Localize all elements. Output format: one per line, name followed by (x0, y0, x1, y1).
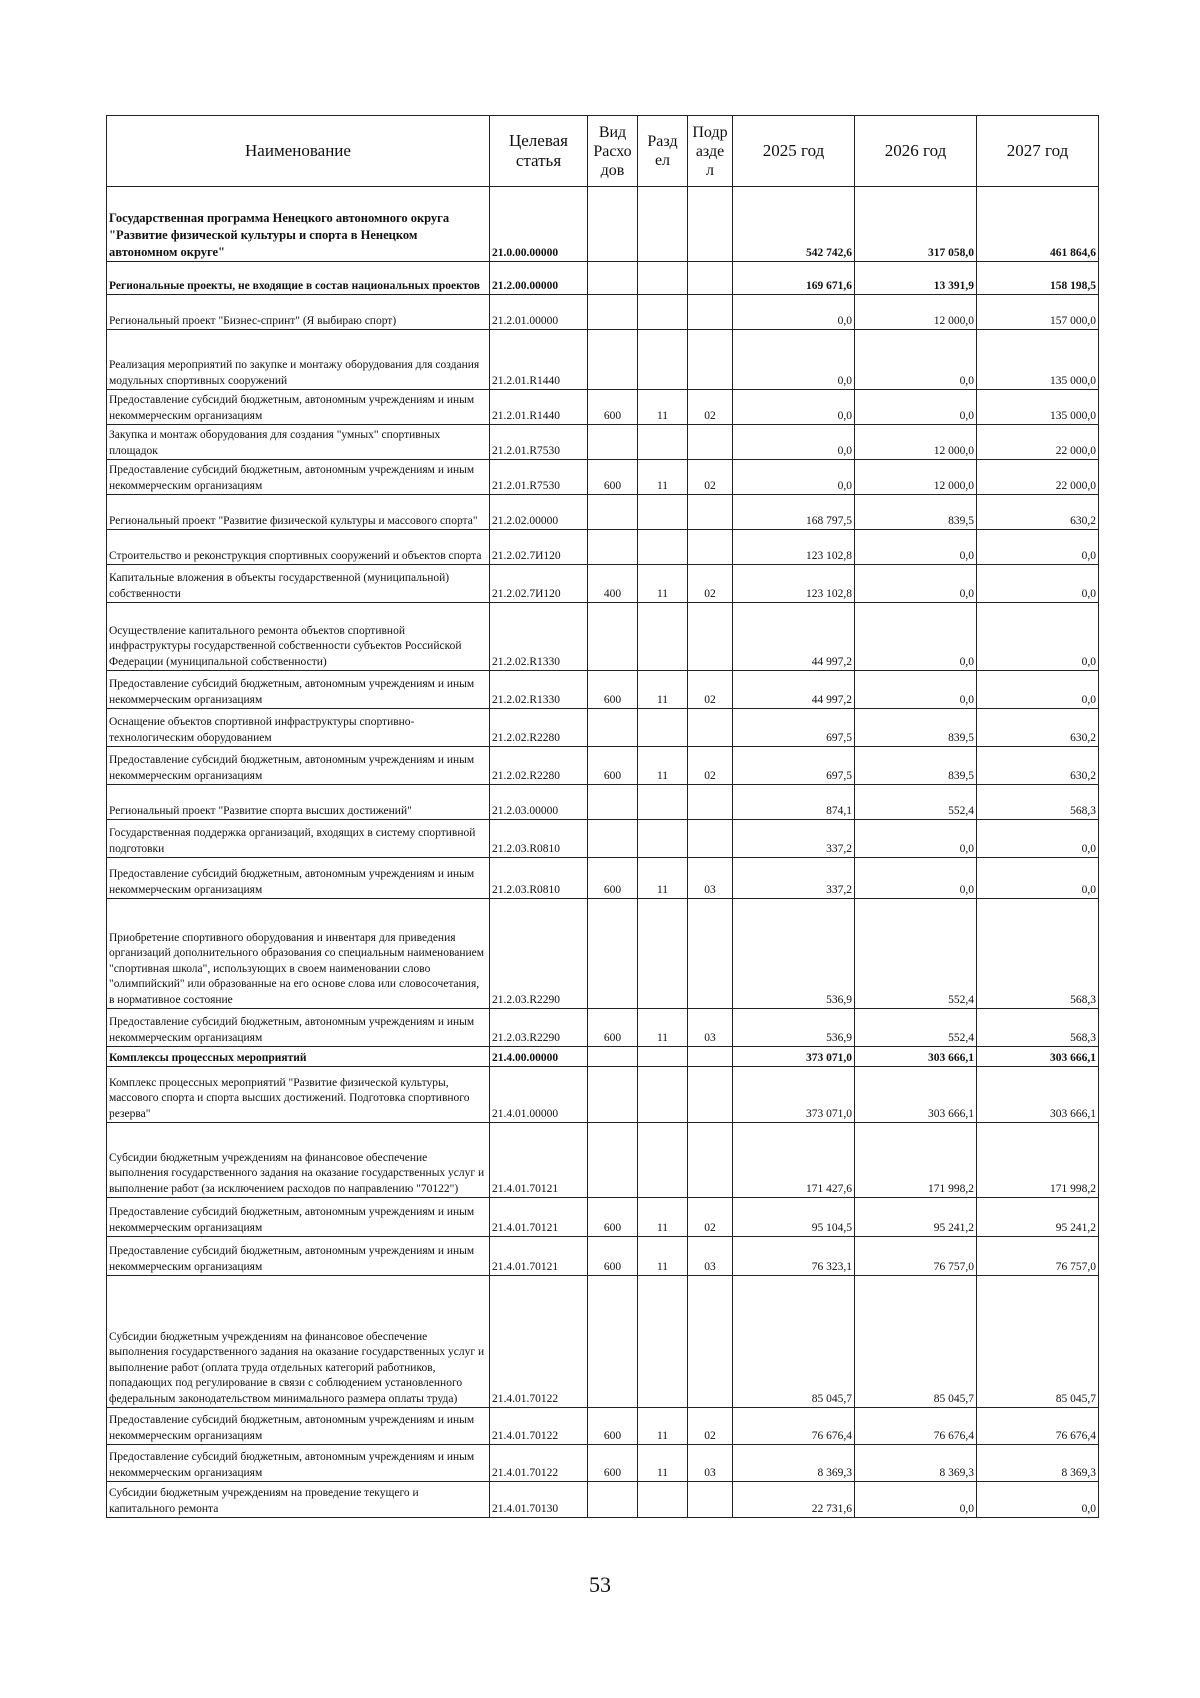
row-expense-type (588, 1276, 638, 1408)
table-row (107, 1445, 1099, 1482)
row-2025: 169 671,6 (733, 262, 855, 295)
row-expense-type (588, 899, 638, 1009)
row-2026: 0,0 (855, 330, 977, 390)
row-2027: 76 757,0 (977, 1237, 1099, 1276)
row-name: Закупка и монтаж оборудования для создания "умных" спортивных площадок (107, 425, 490, 460)
row-subsection: 03 (688, 1445, 733, 1482)
row-2025: 697,5 (733, 709, 855, 747)
row-name: Предоставление субсидий бюджетным, автономным учреждениям и иным некоммерческим организациям (107, 858, 490, 899)
row-subsection: 03 (688, 1237, 733, 1276)
table-row (107, 187, 1099, 262)
row-code: 21.2.02.R2280 (490, 747, 588, 785)
row-subsection (688, 1047, 733, 1067)
header-year-2026: 2026 год (855, 116, 977, 187)
row-name: Осуществление капитального ремонта объектов спортивной инфраструктуры государственной собственности субъектов Российской Федерации (муниципальной собственности) (107, 603, 490, 671)
row-code: 21.2.01.R7530 (490, 460, 588, 495)
row-section: 11 (638, 858, 688, 899)
row-expense-type: 600 (588, 1408, 638, 1445)
row-section: 11 (638, 460, 688, 495)
row-code: 21.2.01.R1440 (490, 330, 588, 390)
table-row (107, 1123, 1099, 1198)
row-2027: 85 045,7 (977, 1276, 1099, 1408)
row-2027: 568,3 (977, 1009, 1099, 1047)
row-name: Субсидии бюджетным учреждениям на финансовое обеспечение выполнения государственного задания на оказание государственных услуг и выполнение работ (оплата труда отдельных категорий работников, попадающих под регулирование в связи с соблюдением установленного федеральным законодательством минимального размера оплаты труда) (107, 1276, 490, 1408)
row-name: Предоставление субсидий бюджетным, автономным учреждениям и иным некоммерческим организациям (107, 460, 490, 495)
row-2026: 171 998,2 (855, 1123, 977, 1198)
row-code: 21.4.00.00000 (490, 1047, 588, 1067)
row-section: 11 (638, 565, 688, 603)
row-subsection (688, 330, 733, 390)
row-subsection (688, 603, 733, 671)
row-2025: 0,0 (733, 295, 855, 330)
row-2027: 158 198,5 (977, 262, 1099, 295)
row-2027: 303 666,1 (977, 1047, 1099, 1067)
row-2026: 0,0 (855, 1482, 977, 1518)
row-code: 21.2.03.R0810 (490, 820, 588, 858)
row-name: Региональный проект "Развитие спорта высших достижений" (107, 785, 490, 820)
header-expense-type: Вид Расхо дов (588, 116, 638, 187)
table-header-row (107, 116, 1099, 187)
row-2026: 85 045,7 (855, 1276, 977, 1408)
table-row (107, 295, 1099, 330)
row-code: 21.2.00.00000 (490, 262, 588, 295)
row-code: 21.2.01.00000 (490, 295, 588, 330)
table-row (107, 1408, 1099, 1445)
row-name: Субсидии бюджетным учреждениям на проведение текущего и капитального ремонта (107, 1482, 490, 1518)
row-section: 11 (638, 390, 688, 425)
row-section (638, 1276, 688, 1408)
row-2026: 0,0 (855, 858, 977, 899)
row-section (638, 1067, 688, 1123)
row-section (638, 1482, 688, 1518)
table-row (107, 262, 1099, 295)
header-section: Разд ел (638, 116, 688, 187)
row-2026: 552,4 (855, 899, 977, 1009)
row-subsection: 02 (688, 460, 733, 495)
row-2027: 0,0 (977, 671, 1099, 709)
table-row (107, 1047, 1099, 1067)
row-2025: 123 102,8 (733, 530, 855, 565)
table-row (107, 899, 1099, 1009)
row-code: 21.4.01.70121 (490, 1198, 588, 1237)
row-2025: 22 731,6 (733, 1482, 855, 1518)
row-subsection: 02 (688, 390, 733, 425)
page-number: 53 (589, 1572, 611, 1597)
row-expense-type (588, 530, 638, 565)
row-2025: 373 071,0 (733, 1047, 855, 1067)
table-row (107, 1198, 1099, 1237)
row-name: Предоставление субсидий бюджетным, автономным учреждениям и иным некоммерческим организациям (107, 747, 490, 785)
row-2027: 135 000,0 (977, 390, 1099, 425)
row-expense-type (588, 709, 638, 747)
row-code: 21.2.03.R0810 (490, 858, 588, 899)
row-2026: 0,0 (855, 820, 977, 858)
row-section (638, 1123, 688, 1198)
row-code: 21.2.02.7И120 (490, 530, 588, 565)
row-2027: 0,0 (977, 858, 1099, 899)
row-expense-type (588, 785, 638, 820)
table-row (107, 1237, 1099, 1276)
row-section (638, 530, 688, 565)
row-section (638, 899, 688, 1009)
row-name: Предоставление субсидий бюджетным, автономным учреждениям и иным некоммерческим организациям (107, 1237, 490, 1276)
row-code: 21.2.03.R2290 (490, 899, 588, 1009)
row-2027: 630,2 (977, 747, 1099, 785)
row-name: Строительство и реконструкция спортивных сооружений и объектов спорта (107, 530, 490, 565)
row-name: Предоставление субсидий бюджетным, автономным учреждениям и иным некоммерческим организациям (107, 671, 490, 709)
row-name: Оснащение объектов спортивной инфраструктуры спортивно-технологическим оборудованием (107, 709, 490, 747)
row-2027: 95 241,2 (977, 1198, 1099, 1237)
row-code: 21.4.01.00000 (490, 1067, 588, 1123)
row-2025: 0,0 (733, 330, 855, 390)
row-subsection (688, 1482, 733, 1518)
row-name: Комплексы процессных мероприятий (107, 1047, 490, 1067)
table-row (107, 565, 1099, 603)
table-row (107, 1276, 1099, 1408)
row-2025: 76 676,4 (733, 1408, 855, 1445)
row-expense-type: 600 (588, 1445, 638, 1482)
row-2027: 76 676,4 (977, 1408, 1099, 1445)
row-2026: 317 058,0 (855, 187, 977, 262)
table-row (107, 747, 1099, 785)
row-2025: 85 045,7 (733, 1276, 855, 1408)
row-subsection (688, 187, 733, 262)
budget-table (106, 115, 1099, 1518)
row-subsection (688, 1276, 733, 1408)
row-code: 21.4.01.70121 (490, 1123, 588, 1198)
row-name: Реализация мероприятий по закупке и монтажу оборудования для создания модульных спортивных сооружений (107, 330, 490, 390)
header-name: Наименование (107, 116, 490, 187)
row-2025: 123 102,8 (733, 565, 855, 603)
row-section: 11 (638, 1408, 688, 1445)
row-code: 21.4.01.70130 (490, 1482, 588, 1518)
row-2025: 168 797,5 (733, 495, 855, 530)
row-subsection: 02 (688, 671, 733, 709)
row-code: 21.4.01.70122 (490, 1408, 588, 1445)
row-name: Субсидии бюджетным учреждениям на финансовое обеспечение выполнения государственного задания на оказание государственных услуг и выполнение работ (за исключением расходов по направлению "70122") (107, 1123, 490, 1198)
header-year-2025: 2025 год (733, 116, 855, 187)
row-2027: 461 864,6 (977, 187, 1099, 262)
row-name: Предоставление субсидий бюджетным, автономным учреждениям и иным некоммерческим организациям (107, 390, 490, 425)
row-2025: 697,5 (733, 747, 855, 785)
row-subsection (688, 295, 733, 330)
row-2025: 95 104,5 (733, 1198, 855, 1237)
row-2026: 95 241,2 (855, 1198, 977, 1237)
row-expense-type (588, 187, 638, 262)
row-2025: 373 071,0 (733, 1067, 855, 1123)
row-2027: 8 369,3 (977, 1445, 1099, 1482)
row-code: 21.2.02.R1330 (490, 671, 588, 709)
table-row (107, 390, 1099, 425)
row-subsection (688, 785, 733, 820)
table-row (107, 425, 1099, 460)
row-2025: 8 369,3 (733, 1445, 855, 1482)
row-name: Региональные проекты, не входящие в состав национальных проектов (107, 262, 490, 295)
row-subsection: 02 (688, 747, 733, 785)
table-row (107, 671, 1099, 709)
row-2026: 0,0 (855, 390, 977, 425)
row-expense-type (588, 262, 638, 295)
row-code: 21.4.01.70122 (490, 1445, 588, 1482)
row-subsection: 03 (688, 1009, 733, 1047)
row-expense-type: 600 (588, 1237, 638, 1276)
row-2027: 630,2 (977, 709, 1099, 747)
row-2026: 0,0 (855, 603, 977, 671)
header-subsection: Подр азде л (688, 116, 733, 187)
row-subsection: 03 (688, 858, 733, 899)
row-2026: 839,5 (855, 709, 977, 747)
row-2027: 135 000,0 (977, 330, 1099, 390)
row-2026: 12 000,0 (855, 460, 977, 495)
row-name: Комплекс процессных мероприятий "Развитие физической культуры, массового спорта и спорта высших достижений. Подготовка спортивного резерва" (107, 1067, 490, 1123)
row-2027: 171 998,2 (977, 1123, 1099, 1198)
row-code: 21.2.02.R2280 (490, 709, 588, 747)
row-2026: 12 000,0 (855, 295, 977, 330)
row-code: 21.2.01.R1440 (490, 390, 588, 425)
row-subsection (688, 530, 733, 565)
row-2027: 568,3 (977, 899, 1099, 1009)
row-name: Приобретение спортивного оборудования и инвентаря для приведения организаций дополнительного образования со специальным наименованием "спортивная школа", использующих в своем наименовании слово "олимпийский" или образованные на его основе слова или словосочетания, в нормативное состояние (107, 899, 490, 1009)
row-expense-type: 600 (588, 460, 638, 495)
row-2025: 44 997,2 (733, 603, 855, 671)
table-row (107, 709, 1099, 747)
row-2025: 536,9 (733, 899, 855, 1009)
row-code: 21.2.01.R7530 (490, 425, 588, 460)
row-name: Предоставление субсидий бюджетным, автономным учреждениям и иным некоммерческим организациям (107, 1198, 490, 1237)
row-2027: 0,0 (977, 530, 1099, 565)
table-row (107, 330, 1099, 390)
row-subsection (688, 495, 733, 530)
row-2027: 630,2 (977, 495, 1099, 530)
table-row (107, 820, 1099, 858)
row-subsection (688, 262, 733, 295)
row-2025: 337,2 (733, 858, 855, 899)
row-expense-type (588, 495, 638, 530)
row-code: 21.0.00.00000 (490, 187, 588, 262)
row-2025: 0,0 (733, 460, 855, 495)
row-section (638, 187, 688, 262)
row-expense-type: 600 (588, 858, 638, 899)
row-expense-type (588, 295, 638, 330)
row-2026: 0,0 (855, 530, 977, 565)
row-2026: 552,4 (855, 785, 977, 820)
row-expense-type (588, 603, 638, 671)
row-2027: 0,0 (977, 820, 1099, 858)
row-section (638, 295, 688, 330)
row-expense-type: 400 (588, 565, 638, 603)
row-2025: 542 742,6 (733, 187, 855, 262)
header-target-article: Целевая статья (490, 116, 588, 187)
row-name: Предоставление субсидий бюджетным, автономным учреждениям и иным некоммерческим организациям (107, 1408, 490, 1445)
table-row (107, 1482, 1099, 1518)
row-2027: 0,0 (977, 603, 1099, 671)
row-expense-type (588, 820, 638, 858)
row-name: Региональный проект "Бизнес-спринт" (Я выбираю спорт) (107, 295, 490, 330)
row-section: 11 (638, 1237, 688, 1276)
row-name: Государственная программа Ненецкого автономного округа "Развитие физической культуры и спорта в Ненецком автономном округе" (107, 187, 490, 262)
row-name: Капитальные вложения в объекты государственной (муниципальной) собственности (107, 565, 490, 603)
row-expense-type: 600 (588, 1198, 638, 1237)
row-section: 11 (638, 747, 688, 785)
row-2027: 0,0 (977, 1482, 1099, 1518)
row-section: 11 (638, 1198, 688, 1237)
row-subsection: 02 (688, 1408, 733, 1445)
table-row (107, 460, 1099, 495)
row-2025: 0,0 (733, 425, 855, 460)
row-name: Государственная поддержка организаций, входящих в систему спортивной подготовки (107, 820, 490, 858)
table-row (107, 530, 1099, 565)
row-code: 21.2.02.00000 (490, 495, 588, 530)
row-section: 11 (638, 1009, 688, 1047)
row-2025: 536,9 (733, 1009, 855, 1047)
row-subsection (688, 1123, 733, 1198)
row-subsection (688, 899, 733, 1009)
row-name: Предоставление субсидий бюджетным, автономным учреждениям и иным некоммерческим организациям (107, 1445, 490, 1482)
row-2027: 22 000,0 (977, 425, 1099, 460)
row-expense-type: 600 (588, 1009, 638, 1047)
row-code: 21.2.03.R2290 (490, 1009, 588, 1047)
row-expense-type: 600 (588, 671, 638, 709)
row-subsection: 02 (688, 1198, 733, 1237)
row-section (638, 709, 688, 747)
row-code: 21.4.01.70122 (490, 1276, 588, 1408)
row-expense-type: 600 (588, 390, 638, 425)
row-section (638, 785, 688, 820)
row-expense-type (588, 1482, 638, 1518)
row-2026: 0,0 (855, 565, 977, 603)
row-2025: 874,1 (733, 785, 855, 820)
row-subsection: 02 (688, 565, 733, 603)
row-2025: 44 997,2 (733, 671, 855, 709)
row-section (638, 603, 688, 671)
table-row (107, 785, 1099, 820)
table-row (107, 1067, 1099, 1123)
row-2026: 12 000,0 (855, 425, 977, 460)
row-2025: 76 323,1 (733, 1237, 855, 1276)
row-2027: 568,3 (977, 785, 1099, 820)
row-2026: 76 676,4 (855, 1408, 977, 1445)
row-2026: 839,5 (855, 747, 977, 785)
row-2027: 157 000,0 (977, 295, 1099, 330)
header-year-2027: 2027 год (977, 116, 1099, 187)
row-2026: 303 666,1 (855, 1067, 977, 1123)
row-2026: 552,4 (855, 1009, 977, 1047)
row-expense-type (588, 1123, 638, 1198)
row-section (638, 262, 688, 295)
row-section: 11 (638, 671, 688, 709)
row-2026: 839,5 (855, 495, 977, 530)
row-name: Региональный проект "Развитие физической культуры и массового спорта" (107, 495, 490, 530)
row-section: 11 (638, 1445, 688, 1482)
row-section (638, 820, 688, 858)
row-code: 21.2.03.00000 (490, 785, 588, 820)
row-2026: 76 757,0 (855, 1237, 977, 1276)
row-section (638, 425, 688, 460)
row-2026: 8 369,3 (855, 1445, 977, 1482)
table-row (107, 858, 1099, 899)
row-2025: 171 427,6 (733, 1123, 855, 1198)
row-section (638, 330, 688, 390)
row-code: 21.4.01.70121 (490, 1237, 588, 1276)
row-subsection (688, 820, 733, 858)
row-expense-type (588, 330, 638, 390)
row-code: 21.2.02.7И120 (490, 565, 588, 603)
row-2027: 303 666,1 (977, 1067, 1099, 1123)
row-2026: 0,0 (855, 671, 977, 709)
row-2025: 337,2 (733, 820, 855, 858)
row-2027: 0,0 (977, 565, 1099, 603)
row-2026: 13 391,9 (855, 262, 977, 295)
row-2025: 0,0 (733, 390, 855, 425)
row-2027: 22 000,0 (977, 460, 1099, 495)
row-subsection (688, 1067, 733, 1123)
row-code: 21.2.02.R1330 (490, 603, 588, 671)
row-name: Предоставление субсидий бюджетным, автономным учреждениям и иным некоммерческим организациям (107, 1009, 490, 1047)
row-expense-type (588, 425, 638, 460)
row-subsection (688, 425, 733, 460)
table-row (107, 1009, 1099, 1047)
row-expense-type (588, 1047, 638, 1067)
row-subsection (688, 709, 733, 747)
row-section (638, 1047, 688, 1067)
row-section (638, 495, 688, 530)
table-row (107, 603, 1099, 671)
table-row (107, 495, 1099, 530)
row-expense-type: 600 (588, 747, 638, 785)
row-2026: 303 666,1 (855, 1047, 977, 1067)
row-expense-type (588, 1067, 638, 1123)
